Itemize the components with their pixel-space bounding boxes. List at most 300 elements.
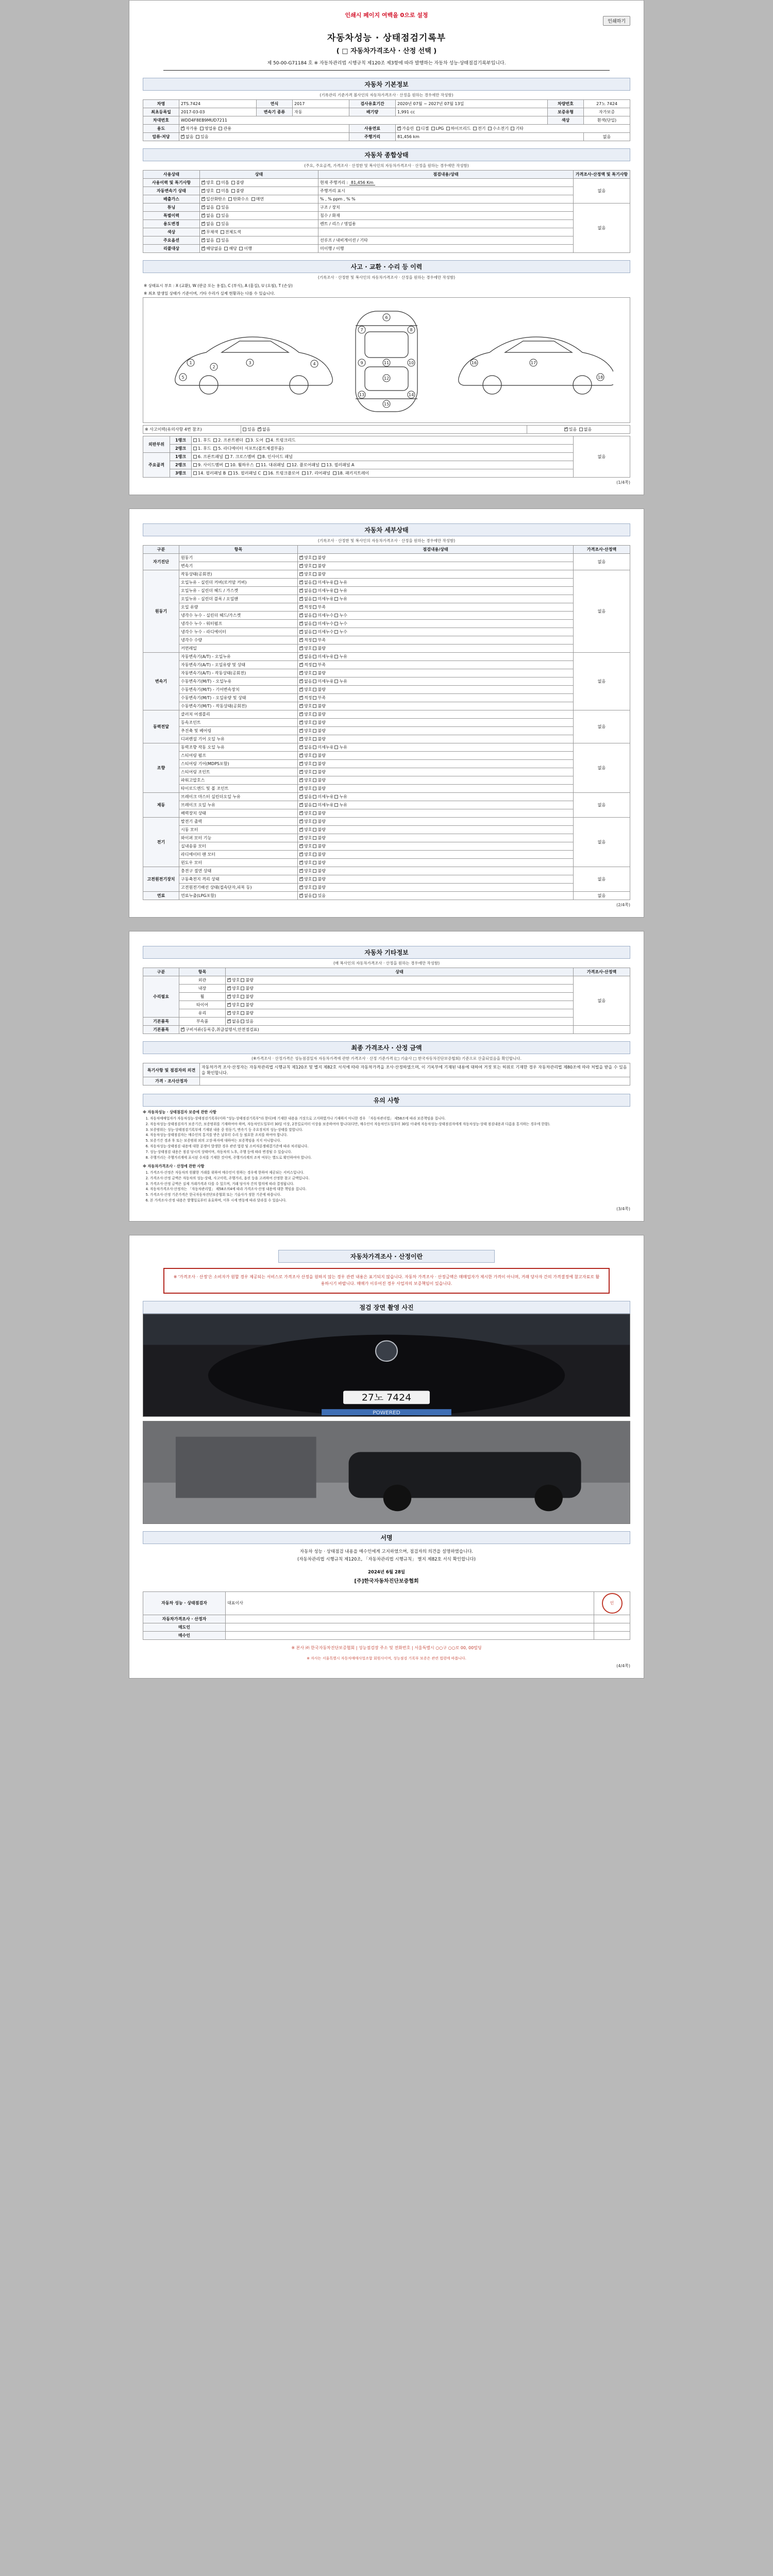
checkbox-detail-2-1-0[interactable]: ✓ 적정 <box>299 662 312 668</box>
detail-item-options-2-3[interactable] <box>298 677 574 686</box>
detail-item-options-6-2[interactable] <box>298 834 574 842</box>
detail-item-label-4-4: 파워고압호스 <box>179 776 298 785</box>
checkbox-detail-2-6-0[interactable]: ✓ 양호 <box>299 703 312 709</box>
table-row <box>143 993 630 1001</box>
checkbox-detail-2-0-2[interactable]: 누유 <box>334 654 347 659</box>
checkbox-frm-15[interactable]: 15. 필러패널 C <box>228 470 261 476</box>
detail-item-options-6-5[interactable] <box>298 859 574 867</box>
checkbox-detail-2-6-1[interactable]: 불량 <box>313 703 325 709</box>
warn-title: 자동차가격조사 · 산정이란 <box>278 1250 495 1263</box>
checkbox-ext-6[interactable]: 5. 라디에이터 서포트(볼트체결부품) <box>213 446 283 451</box>
checkbox-accident-yes2[interactable]: ✓ 있음 <box>564 427 577 432</box>
checkbox-detail-1-1-2[interactable]: 누유 <box>334 580 347 585</box>
checkbox-overall-5-1[interactable]: 있음 <box>216 221 229 227</box>
checkbox-accident-no[interactable]: ✓ 없음 <box>258 427 270 432</box>
checkbox-detail-1-1-1[interactable]: 미세누유 <box>313 580 333 585</box>
fuel-checkbox-group[interactable] <box>396 125 630 133</box>
detail-item-options-3-3[interactable] <box>298 735 574 743</box>
checkbox-etc-5-0[interactable]: ✓ 없음 <box>227 1019 240 1024</box>
svg-text:POWERED: POWERED <box>373 1410 400 1416</box>
detail-item-options-4-3[interactable] <box>298 768 574 776</box>
checkbox-detail-1-7-0[interactable]: ✓ 없음 <box>299 629 312 635</box>
checkbox-frm-6[interactable]: 6. 프론트패널 <box>193 454 223 460</box>
frame-items-3 <box>192 469 574 478</box>
detail-item-options-1-6[interactable] <box>298 620 574 628</box>
checkbox-detail-4-5-0[interactable]: ✓ 양호 <box>299 786 312 791</box>
checkbox-etc-2-0[interactable]: ✓ 양호 <box>227 994 240 999</box>
checkbox-ext-4[interactable]: 4. 트렁크리드 <box>266 437 296 443</box>
detail-item-options-5-1[interactable] <box>298 801 574 809</box>
checkbox-detail-7-1-1[interactable]: 불량 <box>313 876 325 882</box>
checkbox-etc-docs[interactable]: ✓ 구비서류(등록증,취급설명서,안전점검표) <box>181 1027 259 1032</box>
checkbox-detail-3-0-1[interactable]: 불량 <box>313 711 325 717</box>
checkbox-detail-3-1-1[interactable]: 불량 <box>313 720 325 725</box>
detail-item-options-2-4[interactable] <box>298 686 574 694</box>
checkbox-frm-14[interactable]: 14. 필러패널 B <box>193 470 226 476</box>
detail-item-options-6-1[interactable] <box>298 826 574 834</box>
detail-item-label-6-0: 발전기 출력 <box>179 818 298 826</box>
checkbox-detail-1-8-1[interactable]: 부족 <box>313 637 325 643</box>
checkbox-detail-6-1-0[interactable]: ✓ 양호 <box>299 827 312 833</box>
checkbox-ext-2[interactable]: 2. 프론트펜더 <box>213 437 243 443</box>
checkbox-detail-2-4-0[interactable]: ✓ 양호 <box>299 687 312 692</box>
detail-item-options-2-2[interactable] <box>298 669 574 677</box>
detail-item-label-5-2: 배력장치 상태 <box>179 809 298 818</box>
sign-value-2[interactable] <box>226 1623 594 1631</box>
checkbox-detail-8-0-1[interactable]: 있음 <box>313 893 325 899</box>
checkbox-overall-2-1[interactable]: 탄화수소 <box>228 196 249 202</box>
checkbox-overall-7-0[interactable]: ✓ 없음 <box>201 238 214 243</box>
checkbox-detail-1-4-1[interactable]: 부족 <box>313 604 325 610</box>
detail-item-options-1-8[interactable] <box>298 636 574 645</box>
checkbox-detail-3-1-0[interactable]: ✓ 양호 <box>299 720 312 725</box>
detail-item-options-4-1[interactable] <box>298 752 574 760</box>
checkbox-usage-0[interactable]: ✓ 자가용 <box>181 126 197 131</box>
checkbox-detail-4-0-0[interactable]: ✓ 없음 <box>299 744 312 750</box>
table-row <box>143 985 630 993</box>
overall-options-0[interactable] <box>200 179 318 187</box>
detail-item-options-6-3[interactable] <box>298 842 574 851</box>
label-fuel: 사용연료 <box>349 125 396 133</box>
table-row <box>143 1026 630 1034</box>
overall-options-3[interactable] <box>200 204 318 212</box>
checkbox-overall-4-0[interactable]: ✓ 없음 <box>201 213 214 218</box>
checkbox-detail-7-0-1[interactable]: 불량 <box>313 868 325 874</box>
overall-options-4[interactable] <box>200 212 318 220</box>
detail-item-options-3-2[interactable] <box>298 727 574 735</box>
checkbox-detail-0-1-1[interactable]: 불량 <box>313 563 325 569</box>
detail-item-options-2-1[interactable] <box>298 661 574 669</box>
checkbox-detail-1-5-2[interactable]: 누수 <box>334 613 347 618</box>
checkbox-detail-2-1-1[interactable]: 부족 <box>313 662 325 668</box>
checkbox-detail-2-5-1[interactable]: 부족 <box>313 695 325 701</box>
accident-bottom-options-2[interactable] <box>527 426 630 434</box>
accident-summary-table <box>143 425 630 434</box>
checkbox-detail-1-2-0[interactable]: ✓ 없음 <box>299 588 312 594</box>
checkbox-seizure-none[interactable]: ✓ 없음 <box>181 134 193 140</box>
sign-value-0[interactable]: 대표이사 <box>226 1591 594 1615</box>
checkbox-detail-6-2-0[interactable]: ✓ 양호 <box>299 835 312 841</box>
overall-options-8[interactable] <box>200 245 318 253</box>
checkbox-overall-1-2[interactable]: 불량 <box>231 188 244 194</box>
checkbox-overall-3-1[interactable]: 있음 <box>216 205 229 210</box>
checkbox-frm-9[interactable]: 9. 사이드멤버 <box>193 462 223 468</box>
detail-item-options-2-0[interactable] <box>298 653 574 661</box>
overall-label-5: 용도변경 <box>143 220 200 228</box>
checkbox-detail-4-3-1[interactable]: 불량 <box>313 769 325 775</box>
detail-item-options-8-0[interactable] <box>298 892 574 900</box>
checkbox-usage-1[interactable]: 영업용 <box>200 126 216 131</box>
checkbox-detail-1-7-2[interactable]: 누수 <box>334 629 347 635</box>
checkbox-detail-6-0-0[interactable]: ✓ 양호 <box>299 819 312 824</box>
detail-item-label-0-0: 원동기 <box>179 554 298 562</box>
seizure-checkbox-group[interactable] <box>179 133 349 141</box>
checkbox-detail-2-3-1[interactable]: 미세누유 <box>313 679 333 684</box>
checkbox-detail-6-5-0[interactable]: ✓ 양호 <box>299 860 312 866</box>
usage-checkbox-group[interactable] <box>179 125 349 133</box>
checkbox-detail-1-5-1[interactable]: 미세누수 <box>313 613 333 618</box>
checkbox-frm-12[interactable]: 12. 플로어패널 <box>287 462 320 468</box>
signature-body <box>143 1544 630 1661</box>
checkbox-overall-0-0[interactable]: ✓ 양호 <box>201 180 214 185</box>
checkbox-overall-8-0[interactable]: ✓ 해당없음 <box>201 246 222 251</box>
checkbox-detail-5-0-2[interactable]: 누유 <box>334 794 347 800</box>
checkbox-detail-7-2-0[interactable]: ✓ 양호 <box>299 885 312 890</box>
detail-item-options-1-0[interactable] <box>298 570 574 579</box>
checkbox-fuel-1[interactable]: 디젤 <box>416 126 429 131</box>
detail-item-options-6-4[interactable] <box>298 851 574 859</box>
checkbox-overall-3-0[interactable]: ✓ 없음 <box>201 205 214 210</box>
checkbox-detail-4-1-0[interactable]: ✓ 양호 <box>299 753 312 758</box>
section-basic-title: 자동차 기본정보 <box>143 78 630 91</box>
checkbox-ext-1[interactable]: 1. 후드 <box>193 437 211 443</box>
checkbox-overall-2-0[interactable]: ✓ 일산화탄소 <box>201 196 226 202</box>
checkbox-detail-4-3-0[interactable]: ✓ 양호 <box>299 769 312 775</box>
checkbox-detail-5-1-2[interactable]: 누유 <box>334 802 347 808</box>
checkbox-detail-5-2-1[interactable]: 불량 <box>313 810 325 816</box>
checkbox-detail-6-3-0[interactable]: ✓ 양호 <box>299 843 312 849</box>
checkbox-fuel-5[interactable]: 수소전기 <box>488 126 509 131</box>
checkbox-detail-5-0-0[interactable]: ✓ 없음 <box>299 794 312 800</box>
checkbox-frm-10[interactable]: 10. 휠하우스 <box>225 462 254 468</box>
detail-item-options-1-4[interactable] <box>298 603 574 612</box>
checkbox-detail-4-0-1[interactable]: 미세누유 <box>313 744 333 750</box>
etc-options-4[interactable] <box>226 1009 574 1018</box>
checkbox-overall-5-0[interactable]: ✓ 없음 <box>201 221 214 227</box>
detail-item-options-6-0[interactable] <box>298 818 574 826</box>
table-row <box>143 187 630 195</box>
table-row <box>143 760 630 768</box>
checkbox-overall-0-1[interactable]: 미흡 <box>216 180 229 185</box>
accident-bottom-options[interactable] <box>241 426 527 434</box>
detail-item-options-0-0[interactable] <box>298 554 574 562</box>
checkbox-detail-1-3-1[interactable]: 미세누유 <box>313 596 333 602</box>
checkbox-detail-2-0-1[interactable]: 미세누유 <box>313 654 333 659</box>
checkbox-detail-2-5-0[interactable]: ✓ 적정 <box>299 695 312 701</box>
table-row <box>143 1623 630 1631</box>
etc-options-2[interactable] <box>226 993 574 1001</box>
detail-item-options-4-2[interactable] <box>298 760 574 768</box>
checkbox-detail-1-2-2[interactable]: 누유 <box>334 588 347 594</box>
detail-item-options-2-5[interactable] <box>298 694 574 702</box>
checkbox-detail-3-2-0[interactable]: ✓ 양호 <box>299 728 312 734</box>
detail-item-options-4-0[interactable] <box>298 743 574 752</box>
checkbox-detail-3-0-0[interactable]: ✓ 양호 <box>299 711 312 717</box>
checkbox-etc-3-0[interactable]: ✓ 양호 <box>227 1002 240 1008</box>
etc-options-3[interactable] <box>226 1001 574 1009</box>
checkbox-detail-2-3-2[interactable]: 누유 <box>334 679 347 684</box>
checkbox-fuel-2[interactable]: LPG <box>431 126 444 131</box>
checkbox-detail-6-1-1[interactable]: 불량 <box>313 827 325 833</box>
checkbox-detail-0-1-0[interactable]: ✓ 양호 <box>299 563 312 569</box>
svg-text:1: 1 <box>189 361 192 365</box>
svg-text:7: 7 <box>360 328 363 332</box>
overall-label-3: 튜닝 <box>143 204 200 212</box>
checkbox-detail-2-0-0[interactable]: ✓ 없음 <box>299 654 312 659</box>
checkbox-frm-8[interactable]: 8. 인사이드 패널 <box>258 454 293 460</box>
checkbox-overall-8-2[interactable]: 이행 <box>239 246 251 251</box>
detail-item-options-5-2[interactable] <box>298 809 574 818</box>
checkbox-detail-1-6-0[interactable]: ✓ 없음 <box>299 621 312 626</box>
table-row <box>143 595 630 603</box>
checkbox-detail-6-0-1[interactable]: 불량 <box>313 819 325 824</box>
checkbox-detail-1-9-1[interactable]: 불량 <box>313 646 325 651</box>
checkbox-detail-1-4-0[interactable]: ✓ 적정 <box>299 604 312 610</box>
detail-col-1: 항목 <box>179 546 298 554</box>
checkbox-overall-1-1[interactable]: 미흡 <box>216 188 229 194</box>
checkbox-detail-2-4-1[interactable]: 불량 <box>313 687 325 692</box>
checkbox-detail-3-3-0[interactable]: ✓ 양호 <box>299 736 312 742</box>
detail-item-options-7-1[interactable] <box>298 875 574 884</box>
caution-item-0-4: 5. 보증기간 경과 후 또는 보증범위 외의 고장·하자에 대하여는 보증책임을 지지 아니합니다. <box>150 1139 630 1144</box>
detail-item-options-3-1[interactable] <box>298 719 574 727</box>
checkbox-detail-4-5-1[interactable]: 불량 <box>313 786 325 791</box>
checkbox-frm-13[interactable]: 13. 필러패널 A <box>322 462 354 468</box>
checkbox-detail-6-4-1[interactable]: 불량 <box>313 852 325 857</box>
checkbox-detail-5-2-0[interactable]: ✓ 양호 <box>299 810 312 816</box>
signature-line-2: (자동차관리법 시행규칙 제120조, 「자동차관리법 시행규칙」 별지 제82호 서식 확인합니다) <box>297 1556 476 1562</box>
etc-options-5[interactable] <box>226 1018 574 1026</box>
checkbox-etc-4-1[interactable]: 불량 <box>241 1010 253 1016</box>
table-row <box>143 768 630 776</box>
checkbox-overall-8-1[interactable]: 해당 <box>224 246 237 251</box>
checkbox-detail-4-4-1[interactable]: 불량 <box>313 777 325 783</box>
checkbox-ext-5[interactable]: 1. 후드 <box>193 446 211 451</box>
checkbox-etc-4-0[interactable]: ✓ 양호 <box>227 1010 240 1016</box>
label-firstreg: 최초등록일 <box>143 108 179 116</box>
etc-extra-options[interactable] <box>179 1026 574 1034</box>
checkbox-detail-1-3-2[interactable]: 누유 <box>334 596 347 602</box>
etc-options-0[interactable] <box>226 976 574 985</box>
checkbox-detail-1-5-0[interactable]: ✓ 없음 <box>299 613 312 618</box>
checkbox-overall-0-2[interactable]: 불량 <box>231 180 244 185</box>
detail-item-options-7-2[interactable] <box>298 884 574 892</box>
checkbox-overall-6-0[interactable]: ✓ 무채색 <box>201 229 218 235</box>
section-detail-note: (기록조사 · 산정한 및 복사인의 자동차가격조사 · 산정을 원하는 경우에만 작성함) <box>317 538 456 543</box>
checkbox-frm-11[interactable]: 11. 대쉬패널 <box>256 462 284 468</box>
checkbox-detail-8-0-0[interactable]: ✓ 없음 <box>299 893 312 899</box>
checkbox-etc-1-1[interactable]: 불량 <box>241 986 253 991</box>
checkbox-detail-4-1-1[interactable]: 불량 <box>313 753 325 758</box>
basic-info-table <box>143 99 630 141</box>
checkbox-overall-4-1[interactable]: 있음 <box>216 213 229 218</box>
detail-item-options-1-3[interactable] <box>298 595 574 603</box>
checkbox-ext-3[interactable]: 3. 도어 <box>246 437 264 443</box>
checkbox-etc-2-1[interactable]: 불량 <box>241 994 253 999</box>
checkbox-detail-5-1-1[interactable]: 미세누유 <box>313 802 333 808</box>
overall-col-2: 점검내용/상태 <box>318 171 574 179</box>
checkbox-frm-16[interactable]: 16. 트렁크플로어 <box>263 470 300 476</box>
detail-item-label-3-1: 등속조인트 <box>179 719 298 727</box>
checkbox-detail-6-2-1[interactable]: 불량 <box>313 835 325 841</box>
table-row <box>143 228 630 236</box>
caution-heading-0: ※ 자동차성능 · 상태점검자 보증에 관한 사항 <box>143 1110 216 1114</box>
photo-section-title: 점검 장면 촬영 사진 <box>143 1301 630 1314</box>
checkbox-seizure-yes[interactable]: 있음 <box>196 134 208 140</box>
checkbox-detail-1-0-1[interactable]: 불량 <box>313 571 325 577</box>
detail-item-options-7-0[interactable] <box>298 867 574 875</box>
overall-options-7[interactable] <box>200 236 318 245</box>
checkbox-fuel-0[interactable]: ✓ 가솔린 <box>397 126 414 131</box>
checkbox-detail-1-8-0[interactable]: ✓ 적정 <box>299 637 312 643</box>
value-warranty: 자가보증 <box>584 108 630 116</box>
checkbox-detail-4-2-0[interactable]: ✓ 양호 <box>299 761 312 767</box>
checkbox-overall-2-2[interactable]: 매연 <box>251 196 264 202</box>
table-row <box>143 587 630 595</box>
detail-col-2: 점검내용/상태 <box>298 546 574 554</box>
overall-detail-0: 현재 주행거리 : 81,456 Km <box>318 179 574 187</box>
detail-item-options-4-5[interactable] <box>298 785 574 793</box>
checkbox-fuel-4[interactable]: 전기 <box>473 126 485 131</box>
checkbox-etc-0-1[interactable]: 불량 <box>241 977 253 983</box>
checkbox-detail-0-0-1[interactable]: 불량 <box>313 555 325 561</box>
checkbox-detail-7-2-1[interactable]: 불량 <box>313 885 325 890</box>
table-row <box>143 834 630 842</box>
checkbox-frm-7[interactable]: 7. 크로스멤버 <box>225 454 255 460</box>
sign-value-1[interactable] <box>226 1615 594 1623</box>
detail-item-label-4-5: 타이로드엔드 및 볼 조인트 <box>179 785 298 793</box>
sign-value-3[interactable] <box>226 1631 594 1639</box>
checkbox-etc-5-1[interactable]: 있음 <box>241 1019 253 1024</box>
checkbox-frm-18[interactable]: 18. 패키지트레이 <box>333 470 369 476</box>
overall-options-6[interactable] <box>200 228 318 236</box>
svg-text:27노 7424: 27노 7424 <box>361 1392 412 1403</box>
checkbox-detail-4-4-0[interactable]: ✓ 양호 <box>299 777 312 783</box>
etc-label-5: 부속품 <box>179 1018 226 1026</box>
checkbox-etc-1-0[interactable]: ✓ 양호 <box>227 986 240 991</box>
detail-item-options-1-9[interactable] <box>298 645 574 653</box>
checkbox-detail-6-4-0[interactable]: ✓ 양호 <box>299 852 312 857</box>
detail-item-options-1-7[interactable] <box>298 628 574 636</box>
label-mileage: 주행거리 <box>349 133 396 141</box>
etc-price: 없음 <box>574 976 630 1026</box>
overall-value-0: 81,456 Km <box>349 180 375 185</box>
checkbox-detail-5-1-0[interactable]: ✓ 없음 <box>299 802 312 808</box>
print-button[interactable]: 인쇄하기 <box>603 16 630 26</box>
detail-item-options-1-5[interactable] <box>298 612 574 620</box>
detail-item-label-1-0: 작동상태(공회전) <box>179 570 298 579</box>
checkbox-detail-0-0-0[interactable]: ✓ 양호 <box>299 555 312 561</box>
table-row <box>143 1615 630 1623</box>
checkbox-etc-0-0[interactable]: ✓ 양호 <box>227 977 240 983</box>
table-row <box>143 603 630 612</box>
checkbox-fuel-3[interactable]: 하이브리드 <box>446 126 471 131</box>
checkbox-detail-2-2-0[interactable]: ✓ 양호 <box>299 670 312 676</box>
checkbox-usage-2[interactable]: 관용 <box>219 126 231 131</box>
checkbox-detail-6-5-1[interactable]: 불량 <box>313 860 325 866</box>
checkbox-detail-1-3-0[interactable]: ✓ 없음 <box>299 596 312 602</box>
checkbox-detail-2-3-0[interactable]: ✓ 없음 <box>299 679 312 684</box>
detail-item-options-0-1[interactable] <box>298 562 574 570</box>
caution-item-0-0: 1. 자동차매매업자가 자동차성능·상태점검기록부(이하 "성능·상태점검기록부"라 한다)에 기재한 내용을 거짓으로 고지하였거나 기재하지 아니한 경우 「자동차관리법」 제58조에 따라 보증책임을 집니다. <box>150 1116 630 1122</box>
checkbox-detail-4-0-2[interactable]: 누유 <box>334 744 347 750</box>
checkbox-detail-5-0-1[interactable]: 미세누유 <box>313 794 333 800</box>
overall-options-5[interactable] <box>200 220 318 228</box>
checkbox-etc-3-1[interactable]: 불량 <box>241 1002 253 1008</box>
detail-item-options-3-0[interactable] <box>298 710 574 719</box>
page-number-3: (3/4쪽) <box>616 1207 630 1212</box>
frame-rank-2: 2랭크 <box>170 461 192 469</box>
checkbox-detail-6-3-1[interactable]: 불량 <box>313 843 325 849</box>
checkbox-detail-3-2-1[interactable]: 불량 <box>313 728 325 734</box>
checkbox-detail-1-6-1[interactable]: 미세누수 <box>313 621 333 626</box>
checkbox-detail-1-2-1[interactable]: 미세누유 <box>313 588 333 594</box>
table-row <box>143 570 630 579</box>
table-row <box>143 826 630 834</box>
detail-item-label-4-3: 스티어링 조인트 <box>179 768 298 776</box>
checkbox-accident-no2[interactable]: 없음 <box>579 427 592 432</box>
checkbox-detail-1-7-1[interactable]: 미세누수 <box>313 629 333 635</box>
detail-item-label-8-0: 연료누출(LPG포함) <box>179 892 298 900</box>
frame-items-2 <box>192 461 574 469</box>
page-number-1: (1/4쪽) <box>616 480 630 485</box>
svg-text:3: 3 <box>248 361 251 365</box>
checkbox-detail-1-6-2[interactable]: 누수 <box>334 621 347 626</box>
table-row <box>143 645 630 653</box>
checkbox-overall-1-0[interactable]: ✓ 양호 <box>201 188 214 194</box>
detail-item-options-1-2[interactable] <box>298 587 574 595</box>
svg-text:4: 4 <box>313 362 316 366</box>
accident-bottom-label: ※ 사고이력(유의사항 4번 참조) <box>143 426 241 434</box>
overall-options-1[interactable] <box>200 187 318 195</box>
checkbox-detail-1-9-0[interactable]: ✓ 양호 <box>299 646 312 651</box>
checkbox-detail-7-0-0[interactable]: ✓ 양호 <box>299 868 312 874</box>
checkbox-detail-4-2-1[interactable]: 불량 <box>313 761 325 767</box>
sign-label-2: 매도인 <box>143 1623 226 1631</box>
checkbox-overall-7-1[interactable]: 있음 <box>216 238 229 243</box>
checkbox-fuel-6[interactable]: 기타 <box>511 126 523 131</box>
checkbox-detail-7-1-0[interactable]: ✓ 양호 <box>299 876 312 882</box>
checkbox-detail-3-3-1[interactable]: 불량 <box>313 736 325 742</box>
checkbox-frm-17[interactable]: 17. 리어패널 <box>302 470 330 476</box>
detail-item-label-2-0: 자동변속기(A/T) - 오일누유 <box>179 653 298 661</box>
overall-options-2[interactable] <box>200 195 318 204</box>
etc-options-1[interactable] <box>226 985 574 993</box>
detail-item-options-1-1[interactable] <box>298 579 574 587</box>
label-carname: 차명 <box>143 100 179 108</box>
svg-text:17: 17 <box>530 361 536 365</box>
checkbox-detail-1-0-0[interactable]: ✓ 양호 <box>299 571 312 577</box>
checkbox-overall-6-1[interactable]: 전체도색 <box>221 229 241 235</box>
detail-item-options-2-6[interactable] <box>298 702 574 710</box>
checkbox-detail-1-1-0[interactable]: ✓ 없음 <box>299 580 312 585</box>
checkbox-accident-yes[interactable]: 있음 <box>243 427 255 432</box>
law-line: 제 50-00-G71184 호 ※ 자동차관리법 시행규칙 제120조 제3항에 따라 발행하는 자동차 성능·상태점검기록부입니다. <box>267 61 506 66</box>
checkbox-detail-2-2-1[interactable]: 불량 <box>313 670 325 676</box>
detail-item-options-5-0[interactable] <box>298 793 574 801</box>
detail-item-options-4-4[interactable] <box>298 776 574 785</box>
overall-col-3: 가격조사·산정액 및 특기사항 <box>574 171 630 179</box>
